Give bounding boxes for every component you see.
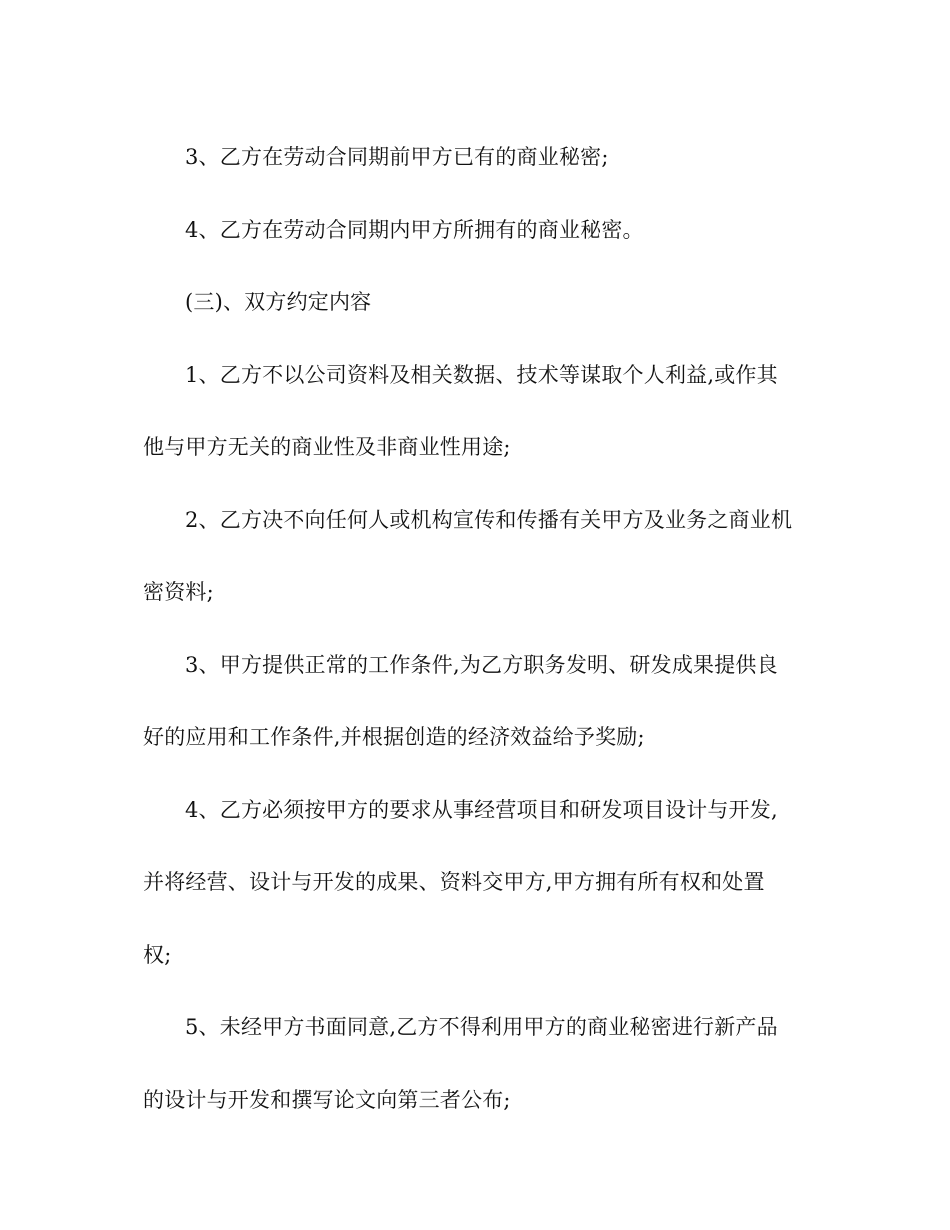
paragraph-agreement-4 <box>143 774 808 992</box>
paragraph-agreement-2 <box>143 484 808 629</box>
text-line: 5、未经甲方书面同意,乙方不得利用甲方的商业秘密进行新产品 <box>185 1015 778 1039</box>
paragraph-clause-4-current-secrets <box>143 194 808 267</box>
text-line: 好的应用和工作条件,并根据创造的经济效益给予奖励; <box>143 725 645 749</box>
text-line: 1、乙方不以公司资料及相关数据、技术等谋取个人利益,或作其 <box>185 362 778 387</box>
document-body <box>143 121 808 1136</box>
text-line: 他与甲方无关的商业性及非商业性用途; <box>143 435 511 459</box>
text-line: 密资料; <box>143 580 214 604</box>
text-line: (三)、双方约定内容 <box>185 290 372 314</box>
paragraph-clause-3-prior-secrets <box>143 121 808 194</box>
text-line: 3、甲方提供正常的工作条件,为乙方职务发明、研发成果提供良 <box>185 652 778 677</box>
paragraph-agreement-3 <box>143 629 808 774</box>
paragraph-agreement-5 <box>143 991 808 1136</box>
section-heading-agreed-content <box>143 266 808 339</box>
text-line: 的设计与开发和撰写论文向第三者公布; <box>143 1087 511 1112</box>
text-line: 4、乙方在劳动合同期内甲方所拥有的商业秘密。 <box>185 217 644 242</box>
text-line: 3、乙方在劳动合同期前甲方已有的商业秘密; <box>185 145 609 169</box>
text-line: 2、乙方决不向任何人或机构宣传和传播有关甲方及业务之商业机 <box>185 507 793 532</box>
paragraph-agreement-1 <box>143 339 808 484</box>
text-line: 并将经营、设计与开发的成果、资料交甲方,甲方拥有所有权和处置 <box>143 870 765 894</box>
text-line: 权; <box>143 942 172 967</box>
text-line: 4、乙方必须按甲方的要求从事经营项目和研发项目设计与开发, <box>185 797 778 822</box>
